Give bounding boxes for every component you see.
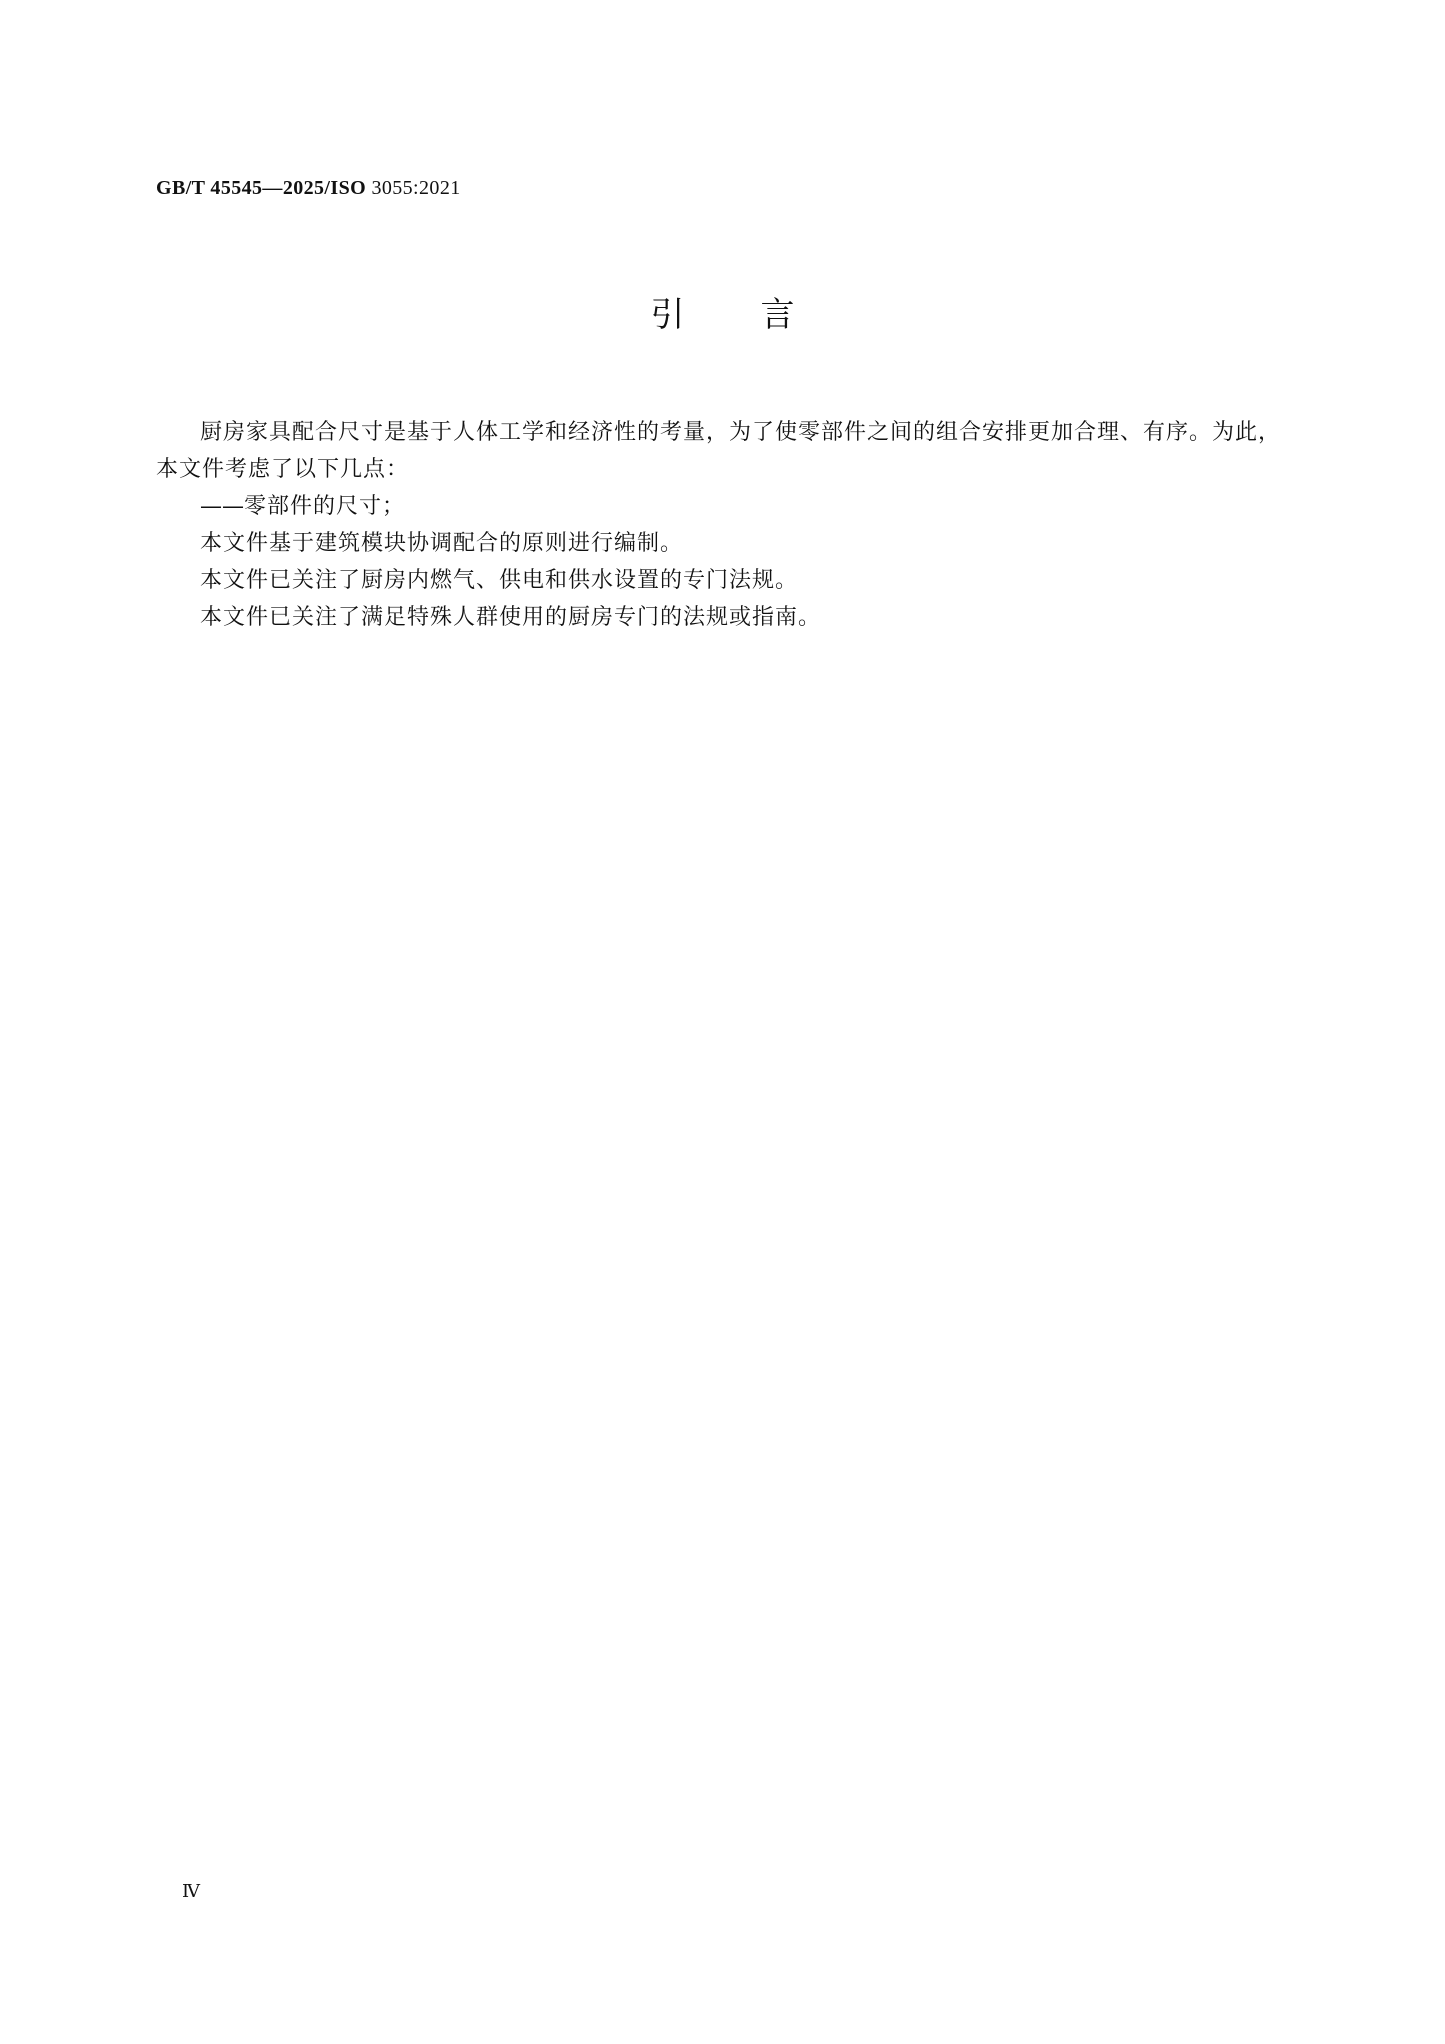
list-dash: —— [200,494,244,519]
iso-code: 3055:2021 [366,177,461,199]
utilities-regulation-paragraph: 本文件已关注了厨房内燃气、供电和供水设置的专门法规。 [200,568,799,593]
list-item [156,488,1292,525]
page-title: 引言 [650,295,871,335]
list-item-text: 零部件的尺寸； [244,494,406,519]
intro-paragraph: 厨房家具配合尺寸是基于人体工学和经济性的考量，为了使零部件之间的组合安排更加合理、有序。为此，本文件考虑了以下几点： [156,420,1282,482]
page-number: Ⅳ [182,1881,200,1901]
module-coordination-paragraph: 本文件基于建筑模块协调配合的原则进行编制。 [200,531,684,556]
standard-header [156,176,461,200]
standard-code: GB/T 45545—2025/ISO [156,177,367,199]
document-body [156,414,1292,636]
accessibility-regulation-paragraph: 本文件已关注了满足特殊人群使用的厨房专门的法规或指南。 [200,605,822,630]
